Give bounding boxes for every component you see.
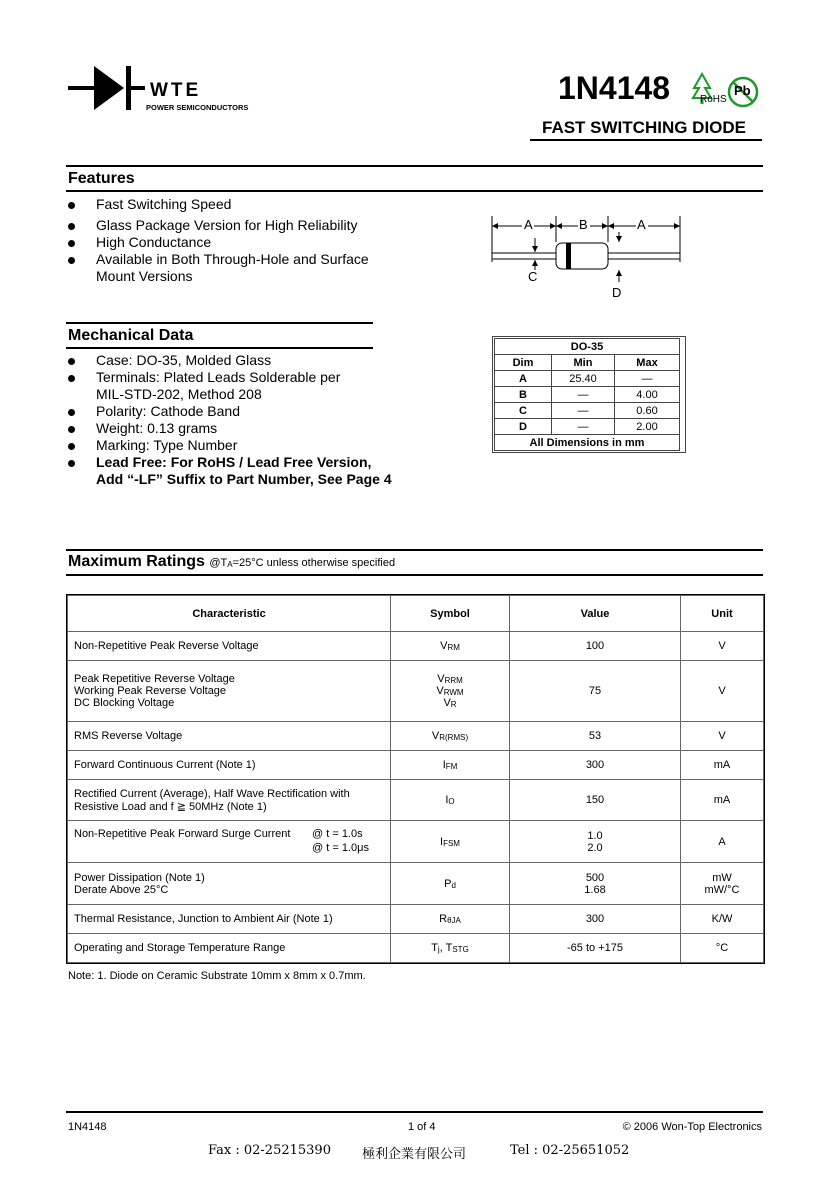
ratings-top-rule xyxy=(66,549,763,551)
list-item: MIL-STD-202, Method 208 xyxy=(96,386,262,402)
list-item: Fast Switching Speed xyxy=(66,196,466,213)
bullet-icon xyxy=(68,257,75,264)
bullet-icon xyxy=(68,223,75,230)
rohs-label: RoHS xyxy=(700,94,727,105)
list-item: Mount Versions xyxy=(96,268,193,284)
ratings-condition: $@T_A=25^\circ C$ unless otherwise specified xyxy=(209,557,396,569)
mechanical-title: Mechanical Data xyxy=(68,327,194,344)
company-name-chinese: 極利企業有限公司 xyxy=(362,1147,467,1162)
dim-header-min: Min xyxy=(552,355,615,371)
brand-name: WTE xyxy=(150,80,202,101)
fax-number: Fax : 02-25215390 xyxy=(208,1143,331,1158)
list-item: Add “-LF” Suffix to Part Number, See Page 4 xyxy=(96,471,392,487)
mechanical-list xyxy=(66,352,486,488)
bullet-icon xyxy=(68,358,75,365)
part-number-title: 1N4148 xyxy=(558,70,671,106)
list-item: High Conductance xyxy=(66,234,466,251)
bullet-icon xyxy=(68,375,75,382)
list-item: Glass Package Version for High Reliability xyxy=(66,217,466,234)
bullet-icon xyxy=(68,409,75,416)
table-row: Thermal Resistance, Junction to Ambient Air (Note 1) $R_{\theta JA}$ 300 K/W xyxy=(68,905,764,934)
list-item: Marking: Type Number xyxy=(66,437,486,454)
header-rule xyxy=(530,139,762,141)
dimension-table-frame xyxy=(492,336,686,453)
header-unit: Unit xyxy=(681,596,764,632)
footer-copyright: © 2006 Won-Top Electronics xyxy=(622,1121,762,1133)
ratings-header-row xyxy=(68,596,764,632)
ratings-title: Maximum Ratings xyxy=(68,553,205,570)
list-item: Lead Free: For RoHS / Lead Free Version, xyxy=(66,454,486,471)
footer-part-number: 1N4148 xyxy=(68,1121,107,1133)
list-item: Terminals: Plated Leads Solderable per xyxy=(66,369,486,386)
dim-label-d: D xyxy=(612,285,622,300)
list-item: Case: DO-35, Molded Glass xyxy=(66,352,486,369)
bullet-icon xyxy=(68,202,75,209)
dim-header-dim: Dim xyxy=(495,355,552,371)
table-row: Operating and Storage Temperature Range $T_j$, $T_{STG}$ -65 to +175 °C xyxy=(68,934,764,963)
dim-table-footer: All Dimensions in mm xyxy=(495,435,680,451)
list-item: Available in Both Through-Hole and Surface xyxy=(66,251,466,268)
dimension-table xyxy=(494,338,680,451)
table-row: Rectified Current (Average), Half Wave Rectification with Resistive Load and f ≧ 50MHz (Note 1) $I_O$ 150 mA xyxy=(68,780,764,821)
bullet-icon xyxy=(68,443,75,450)
footer-page-number: 1 of 4 xyxy=(408,1121,436,1133)
table-row: B — 4.00 xyxy=(495,387,680,403)
features-bottom-rule xyxy=(66,190,763,192)
bullet-icon xyxy=(68,426,75,433)
bullet-icon xyxy=(68,240,75,247)
footer-rule xyxy=(66,1111,763,1113)
tel-number: Tel : 02-25651052 xyxy=(510,1143,630,1158)
ratings-heading xyxy=(68,553,395,571)
dim-header-max: Max xyxy=(615,355,680,371)
header-characteristic: Characteristic xyxy=(68,596,391,632)
table-row: A 25.40 — xyxy=(495,371,680,387)
header-value: Value xyxy=(510,596,681,632)
table-row: Power Dissipation (Note 1) Derate Above 25°C $P_d$ 500 1.68 mW mW/°C xyxy=(68,863,764,905)
ratings-table-frame xyxy=(66,594,765,964)
ratings-bottom-rule xyxy=(66,574,763,576)
features-top-rule xyxy=(66,165,763,167)
features-title: Features xyxy=(68,170,135,187)
package-diagram xyxy=(486,212,686,304)
ratings-table xyxy=(67,595,764,963)
dim-table-title: DO-35 xyxy=(495,339,680,355)
dim-label-b: B xyxy=(579,217,588,232)
dim-label-c: C xyxy=(528,269,538,284)
table-row: RMS Reverse Voltage $V_{R(RMS)}$ 53 V xyxy=(68,722,764,751)
mechanical-bottom-rule xyxy=(66,347,373,349)
list-item: Weight: 0.13 grams xyxy=(66,420,486,437)
dim-label-a-right: A xyxy=(637,217,646,232)
table-row: Non-Repetitive Peak Reverse Voltage $V_{RM}$ 100 V xyxy=(68,632,764,661)
list-item: Polarity: Cathode Band xyxy=(66,403,486,420)
brand-tagline: POWER SEMICONDUCTORS xyxy=(146,103,249,112)
document-subtitle: FAST SWITCHING DIODE xyxy=(542,118,746,137)
table-row: D — 2.00 xyxy=(495,419,680,435)
header-symbol: Symbol xyxy=(391,596,510,632)
pb-label: Pb xyxy=(734,83,751,98)
ratings-note: Note: 1. Diode on Ceramic Substrate 10mm x 8mm x 0.7mm. xyxy=(68,970,366,982)
table-row: Non-Repetitive Peak Forward Surge Current @ t = 1.0s @ t = 1.0μs $I_{FSM}$ 1.0 2.0 A xyxy=(68,821,764,863)
table-row: Peak Repetitive Reverse Voltage Working Peak Reverse Voltage DC Blocking Voltage $V_{RRM}$ $V_{RWM}$ $V_R$ 75 V xyxy=(68,661,764,722)
table-row: Forward Continuous Current (Note 1) $I_{FM}$ 300 mA xyxy=(68,751,764,780)
mechanical-top-rule xyxy=(66,322,373,324)
rohs-logo xyxy=(690,72,727,108)
bullet-icon xyxy=(68,460,75,467)
features-list xyxy=(66,196,466,285)
dim-label-a-left: A xyxy=(524,217,533,232)
pb-free-logo xyxy=(727,76,759,108)
table-row: C — 0.60 xyxy=(495,403,680,419)
